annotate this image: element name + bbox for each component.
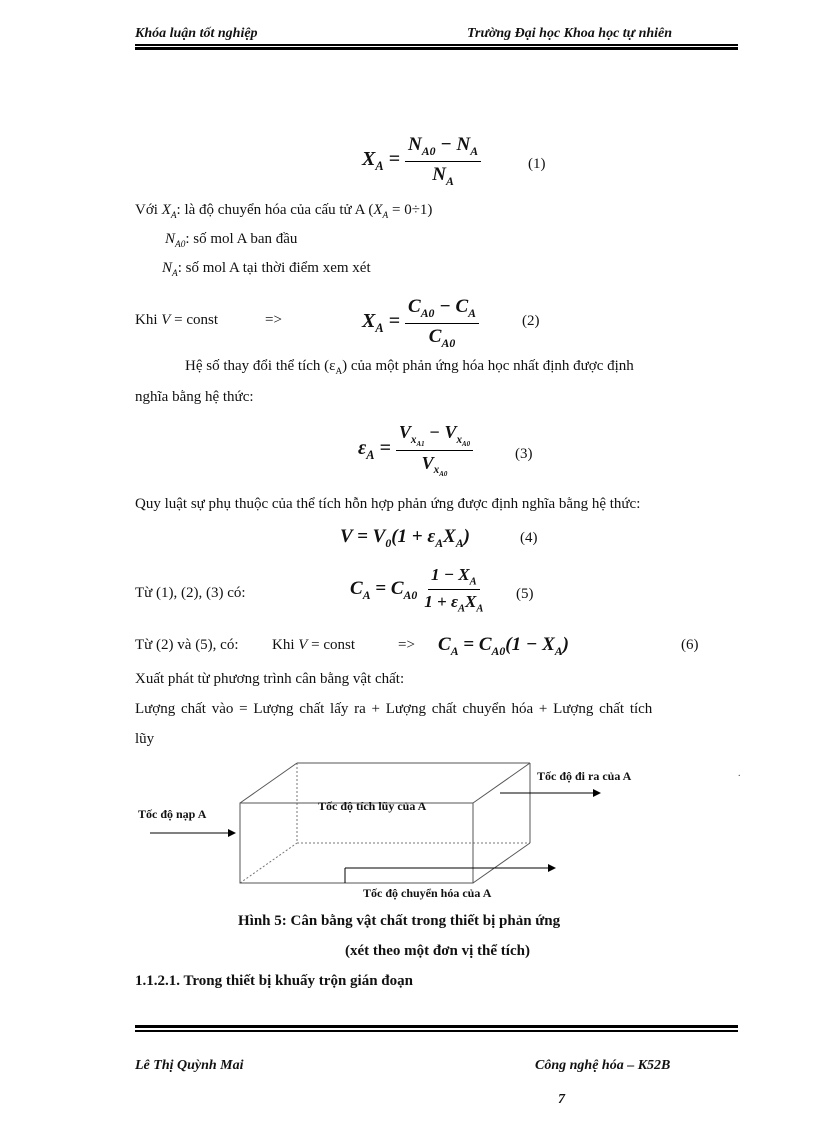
definition-xa: Với $X_A$: là độ chuyển hóa của cấu tử A $(X_A = 0\div 1)$ xyxy=(135,202,433,221)
header-left: Khóa luận tốt nghiệp xyxy=(135,26,258,41)
equation-4-number: (4) xyxy=(520,530,538,546)
header-rule-thick xyxy=(135,47,738,50)
implies-arrow-2: => xyxy=(398,637,415,653)
definition-na0: $N_{A0}$: số mol A ban đầu xyxy=(165,231,298,250)
equation-1-number: (1) xyxy=(528,156,546,172)
header-right: Trường Đại học Khoa học tự nhiên xyxy=(467,26,673,41)
label-accumulation: Tốc độ tích lũy của A xyxy=(318,799,427,813)
figure-caption-line2: (xét theo một đơn vị thể tích) xyxy=(345,943,530,959)
svg-text:.: . xyxy=(738,768,741,779)
label-conversion: Tốc độ chuyển hóa của A xyxy=(363,886,492,900)
label-outflow: Tốc độ đi ra của A xyxy=(537,769,632,783)
footer-program: Công nghệ hóa – K52B xyxy=(535,1058,671,1073)
equation-1: $X_A$ = $\frac{N_{A0} - N_A}{N_A}$ xyxy=(362,134,481,189)
khi-v-const: Khi V = const xyxy=(135,312,219,328)
page-number: 7 xyxy=(558,1092,565,1107)
equation-5: $C_A = C_{A0}$ $\frac{1 - X_A}{1 + \varepsilon_AX_A}$ xyxy=(350,565,484,615)
paragraph-luy: lũy xyxy=(135,731,155,747)
label-inflow: Tốc độ nạp A xyxy=(138,807,207,821)
header-rule-thin xyxy=(135,44,738,46)
equation-6-number: (6) xyxy=(681,637,699,653)
footer-author: Lê Thị Quỳnh Mai xyxy=(135,1058,244,1073)
equation-3-number: (3) xyxy=(515,446,533,462)
tu-2-5: Từ (2) và (5), có: xyxy=(135,637,239,653)
equation-2: $X_A$ = $\frac{C_{A0} - C_A}{C_{A0}}$ xyxy=(362,296,479,351)
paragraph-xuat-phat: Xuất phát từ phương trình cân bằng vật chất: xyxy=(135,671,405,687)
equation-2-number: (2) xyxy=(522,313,540,329)
definition-na: $N_A$: số mol A tại thời điểm xem xét xyxy=(162,260,371,279)
implies-arrow-1: => xyxy=(265,312,282,328)
equation-6: $C_A = C_{A0}(1 - X_A)$ xyxy=(438,634,569,658)
footer-rule-thin xyxy=(135,1030,738,1032)
section-heading: 1.1.2.1. Trong thiết bị khuấy trộn gián đoạn xyxy=(135,973,413,989)
figure-caption-line1: Hình 5: Cân bằng vật chất trong thiết bị phản ứng xyxy=(238,913,561,929)
paragraph-he-so-line1: Hệ số thay đổi thể tích $(\varepsilon_A)$ của một phản ứng hóa học nhất định được định xyxy=(185,358,634,377)
equation-4: $V = V_0(1 + \varepsilon_AX_A)$ xyxy=(340,526,470,550)
equation-5-number: (5) xyxy=(516,586,534,602)
tu-1-2-3: Từ (1), (2), (3) có: xyxy=(135,585,246,601)
paragraph-quy-luat: Quy luật sự phụ thuộc của thể tích hỗn hợp phản ứng được định nghĩa bằng hệ thức: xyxy=(135,496,641,512)
khi-v-const-2: Khi V = const xyxy=(272,637,356,653)
paragraph-luong-chat: Lượng chất vào = Lượng chất lấy ra + Lượng chất chuyển hóa + Lượng chất tích xyxy=(135,701,653,717)
footer-rule-thick xyxy=(135,1025,738,1028)
equation-3: $\varepsilon_A$ = $\frac{V_{x_{A1}} - V_{x_{A0}}}{V_{x_{A0}}}$ xyxy=(358,422,473,479)
paragraph-he-so-line2: nghĩa bằng hệ thức: xyxy=(135,389,254,405)
